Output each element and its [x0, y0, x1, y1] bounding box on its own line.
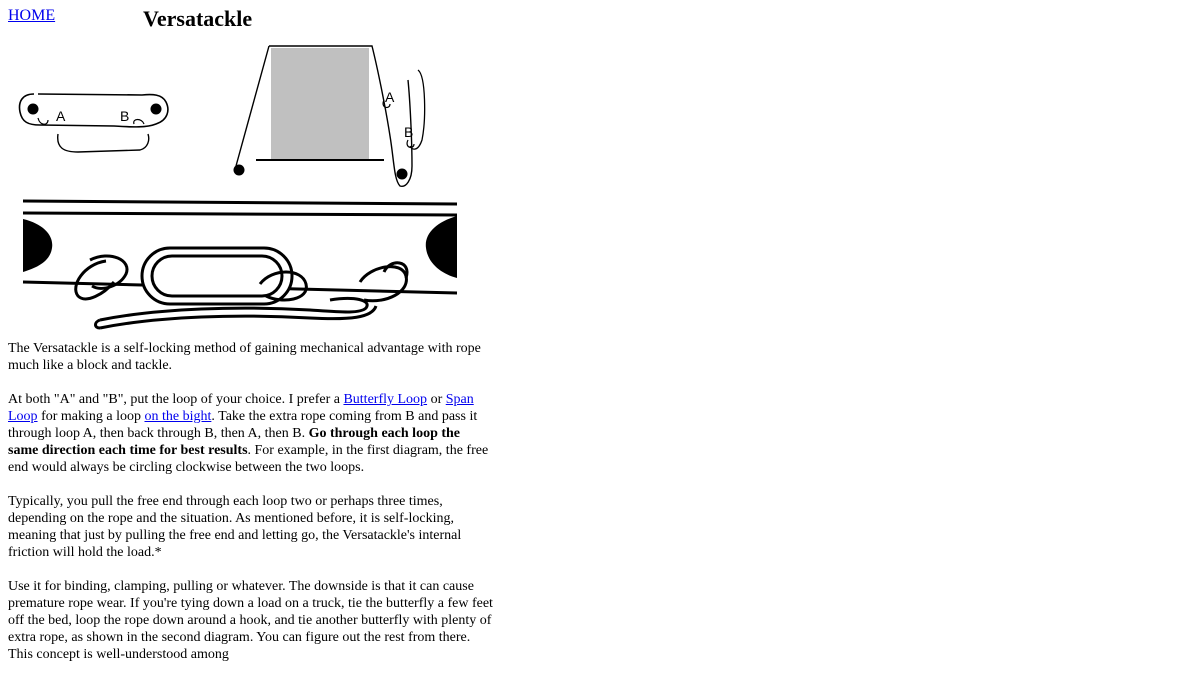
rope-outline: [20, 94, 168, 127]
free-end-rope: [58, 134, 149, 152]
label-a: A: [385, 89, 395, 105]
label-a: A: [56, 108, 66, 124]
versatackle-rope-illustration: [20, 196, 460, 336]
load-box: [271, 48, 369, 160]
paragraph-intro: The Versatackle is a self-locking method of gaining mechanical advantage with rope much like a block and tackle.: [8, 341, 481, 373]
paragraph-applications: Use it for binding, clamping, pulling or whatever. The downside is that it can cause premature rope wear. If you're tying down a load on a truck, tie the butterfly a few feet off the bed, loop the rope down around a hook, and tie another butterfly with plenty of extra rope, as shown in the second diagram. You can figure out the rest from there. This concept is well-understood among: [8, 579, 493, 662]
article-body: [8, 340, 493, 680]
loop-b-knot: [134, 120, 144, 125]
on-the-bight-link[interactable]: on the bight: [144, 409, 212, 424]
label-b: B: [120, 108, 130, 124]
rope-end: [96, 320, 101, 328]
butterfly-loop-link[interactable]: Butterfly Loop: [343, 392, 428, 407]
rope-loop: [76, 261, 114, 299]
span-loop-link[interactable]: Span Loop: [8, 392, 474, 424]
anchor-point-right: [151, 104, 162, 115]
anchor-left: [23, 219, 52, 272]
rope-line: [23, 213, 457, 215]
emphasis-text: Go through each loop the same direction each time for best results: [8, 426, 461, 458]
two-loops-diagram: [14, 88, 174, 158]
anchor-hook-right: [397, 169, 408, 180]
home-link[interactable]: HOME: [8, 7, 56, 24]
anchor-right: [426, 216, 457, 278]
rope-line: [23, 201, 457, 204]
paragraph-instructions: At both "A" and "B", put the loop of your choice. I prefer a Butterfly Loop or Span Loop for making a loop on the bight. Take the extra rope coming from B and pass it through loop A, then back through B, then A, then B. Go through each loop the same direction each time for best results. For example, in the first diagram, the free end would always be circling clockwise between the two loops.: [8, 392, 489, 475]
label-b: B: [404, 124, 414, 140]
page-title: Versatackle: [143, 6, 253, 31]
rope-loop: [360, 267, 406, 301]
anchor-point-left: [28, 104, 39, 115]
anchor-hook-left: [234, 165, 245, 176]
loop-a-knot: [38, 118, 48, 124]
rope-left-side: [236, 46, 269, 166]
truck-load-diagram: [228, 40, 438, 192]
paragraph-usage: Typically, you pull the free end through each loop two or perhaps three times, depending on the rope and the situation. As mentioned before, it is self-locking, meaning that just by pulling the free end and letting go, the Versatackle's internal friction will hold the load.*: [8, 494, 462, 560]
